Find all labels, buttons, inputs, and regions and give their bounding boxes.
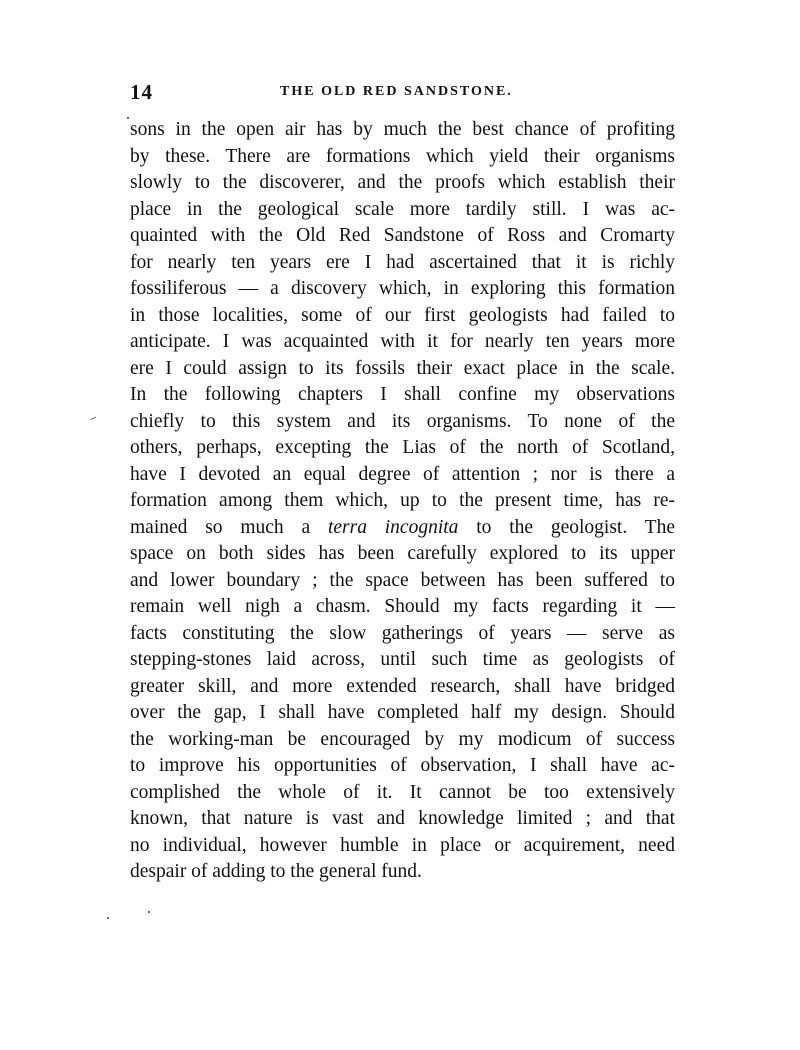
page-number: 14 bbox=[130, 80, 153, 104]
text-line: by these. There are formations which yield their organisms bbox=[130, 145, 675, 167]
text-line: fossiliferous — a discovery which, in exploring this formation bbox=[130, 278, 675, 299]
margin-speck bbox=[90, 417, 96, 420]
italic-phrase: terra incognita bbox=[327, 516, 459, 538]
text-line: chiefly to this system and its organisms. To none of the bbox=[130, 410, 675, 432]
paragraph-1 bbox=[130, 117, 675, 382]
text-line: facts constituting the slow gatherings of years — serve as bbox=[130, 622, 675, 644]
text-line: others, perhaps, excepting the Lias of the north of Scotland, bbox=[130, 437, 675, 458]
text-line: and lower boundary ; the space between has been suffered to bbox=[130, 569, 675, 591]
text-line: formation among them which, up to the present time, has re- bbox=[130, 490, 675, 511]
body-text bbox=[130, 117, 675, 886]
text-line: in those localities, some of our first geologists had failed to bbox=[130, 304, 675, 326]
text-line: remain well nigh a chasm. Should my facts regarding it — bbox=[130, 596, 675, 617]
text-line: complished the whole of it. It cannot be too extensively bbox=[130, 781, 675, 803]
text-line: over the gap, I shall have completed half my design. Should bbox=[130, 702, 675, 723]
text-line: for nearly ten years ere I had ascertained that it is richly bbox=[130, 251, 675, 273]
text-line: the working-man be encouraged by my modicum of success bbox=[130, 728, 675, 750]
text-line: In the following chapters I shall confine my observations bbox=[130, 384, 675, 405]
text-line: sons in the open air has by much the best chance of profiting bbox=[130, 119, 675, 140]
text-line: mained so much a terra incognita to the geologist. The bbox=[130, 516, 675, 538]
text-line: space on both sides has been carefully explored to its upper bbox=[130, 543, 675, 564]
text-line: have I devoted an equal degree of attention ; nor is there a bbox=[130, 463, 675, 485]
margin-speck bbox=[148, 911, 150, 913]
text-line: ere I could assign to its fossils their exact place in the scale. bbox=[130, 357, 675, 379]
text-line: quainted with the Old Red Sandstone of Ross and Cromarty bbox=[130, 225, 675, 246]
margin-speck bbox=[107, 917, 109, 919]
text-line: place in the geological scale more tardily still. I was ac- bbox=[130, 198, 675, 220]
text-line: no individual, however humble in place or acquirement, need bbox=[130, 834, 675, 856]
text-line: anticipate. I was acquainted with it for nearly ten years more bbox=[130, 331, 675, 352]
text-line: despair of adding to the general fund. bbox=[130, 861, 422, 882]
margin-speck bbox=[127, 117, 129, 119]
text-line: stepping-stones laid across, until such time as geologists of bbox=[130, 649, 675, 670]
text-line: greater skill, and more extended research, shall have bridged bbox=[130, 675, 675, 697]
page-header bbox=[130, 80, 680, 104]
text-line: slowly to the discoverer, and the proofs which establish their bbox=[130, 172, 675, 193]
running-head: THE OLD RED SANDSTONE. bbox=[280, 84, 513, 99]
text-line: known, that nature is vast and knowledge limited ; and that bbox=[130, 808, 675, 829]
paragraph-2 bbox=[130, 382, 675, 886]
text-line: to improve his opportunities of observation, I shall have ac- bbox=[130, 755, 675, 776]
